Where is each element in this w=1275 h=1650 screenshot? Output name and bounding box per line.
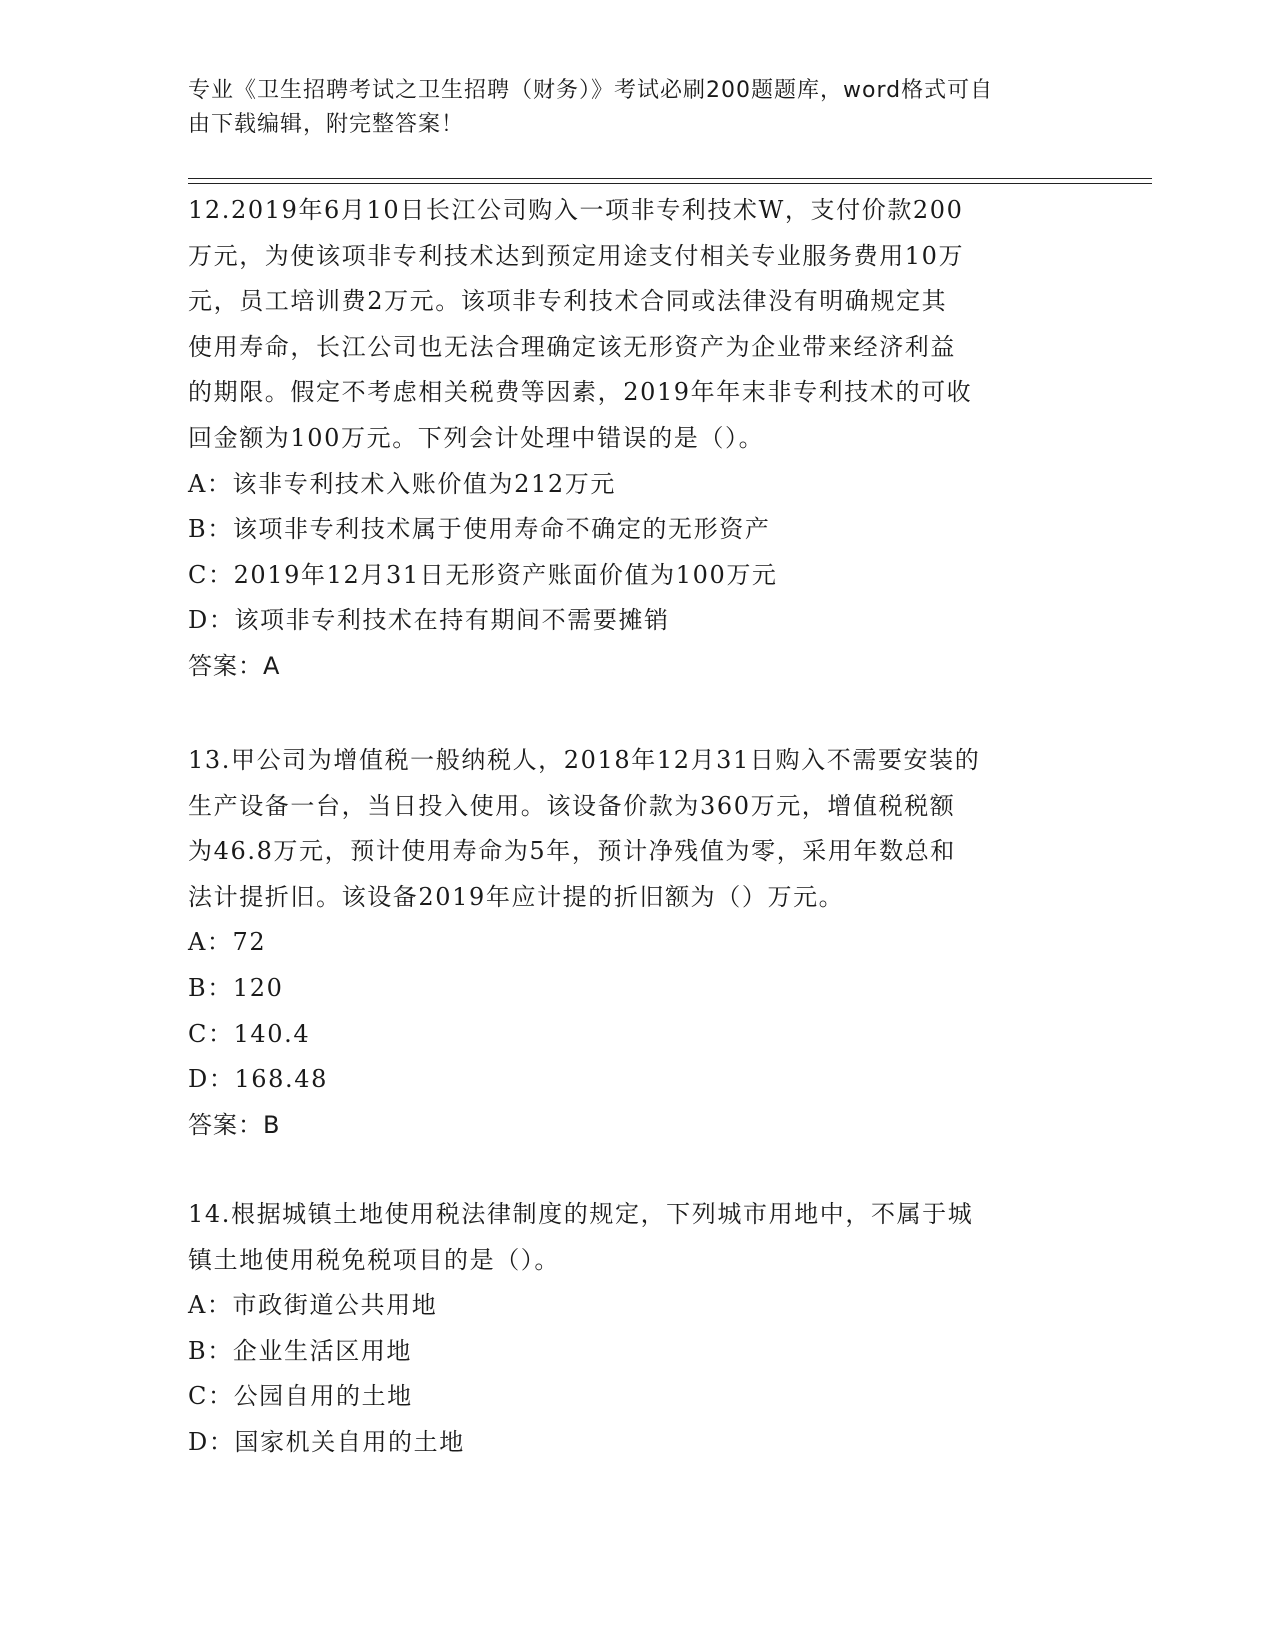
question-14 [188,1192,1088,1466]
option-a: A：72 [188,928,267,957]
stem-line: 使用寿命，长江公司也无法合理确定该无形资产为企业带来经济利益 [188,332,956,361]
question-12 [188,188,1088,690]
option-c: C：140.4 [188,1019,311,1048]
question-13 [188,738,1088,1148]
header-divider-top [188,178,1152,179]
answer: 答案：A [188,651,281,680]
stem-line: 法计提折旧。该设备2019年应计提的折旧额为（）万元。 [188,882,845,911]
stem-line: 12.2019年6月10日长江公司购入一项非专利技术W，支付价款200 [188,196,964,224]
header-divider-bottom [188,183,1152,184]
stem-line: 镇土地使用税免税项目的是（）。 [188,1245,560,1274]
answer: 答案：B [188,1110,281,1139]
option-d: D：国家机关自用的土地 [188,1427,465,1456]
option-c: C：2019年12月31日无形资产账面价值为100万元 [188,560,778,589]
option-c: C：公园自用的土地 [188,1382,413,1411]
stem-line: 13.甲公司为增值税一般纳税人，2018年12月31日购入不需要安装的 [188,746,981,774]
document-header [188,74,1088,142]
question-stem [188,738,1088,920]
option-b: B：企业生活区用地 [188,1336,413,1365]
option-a: A：市政街道公共用地 [188,1291,438,1320]
stem-line: 元，员工培训费2万元。该项非专利技术合同或法律没有明确规定其 [188,287,948,316]
header-line-1: 专业《卫生招聘考试之卫生招聘（财务）》考试必刷200题题库，word格式可自 [188,78,994,103]
option-b: B：120 [188,973,284,1002]
stem-line: 生产设备一台，当日投入使用。该设备价款为360万元，增值税税额 [188,791,956,820]
question-stem [188,1192,1088,1283]
header-line-2: 由下载编辑，附完整答案！ [188,112,465,137]
stem-line: 万元，为使该项非专利技术达到预定用途支付相关专业服务费用10万 [188,241,965,270]
stem-line: 14.根据城镇土地使用税法律制度的规定，下列城市用地中，不属于城 [188,1200,974,1228]
option-b: B：该项非专利技术属于使用寿命不确定的无形资产 [188,515,771,544]
option-a: A：该非专利技术入账价值为212万元 [188,469,616,498]
option-d: D：168.48 [188,1065,329,1094]
option-d: D：该项非专利技术在持有期间不需要摊销 [188,606,670,635]
stem-line: 的期限。假定不考虑相关税费等因素，2019年年末非专利技术的可收 [188,378,973,407]
question-stem [188,188,1088,462]
stem-line: 为46.8万元，预计使用寿命为5年，预计净残值为零，采用年数总和 [188,837,956,866]
stem-line: 回金额为100万元。下列会计处理中错误的是（）。 [188,423,765,452]
